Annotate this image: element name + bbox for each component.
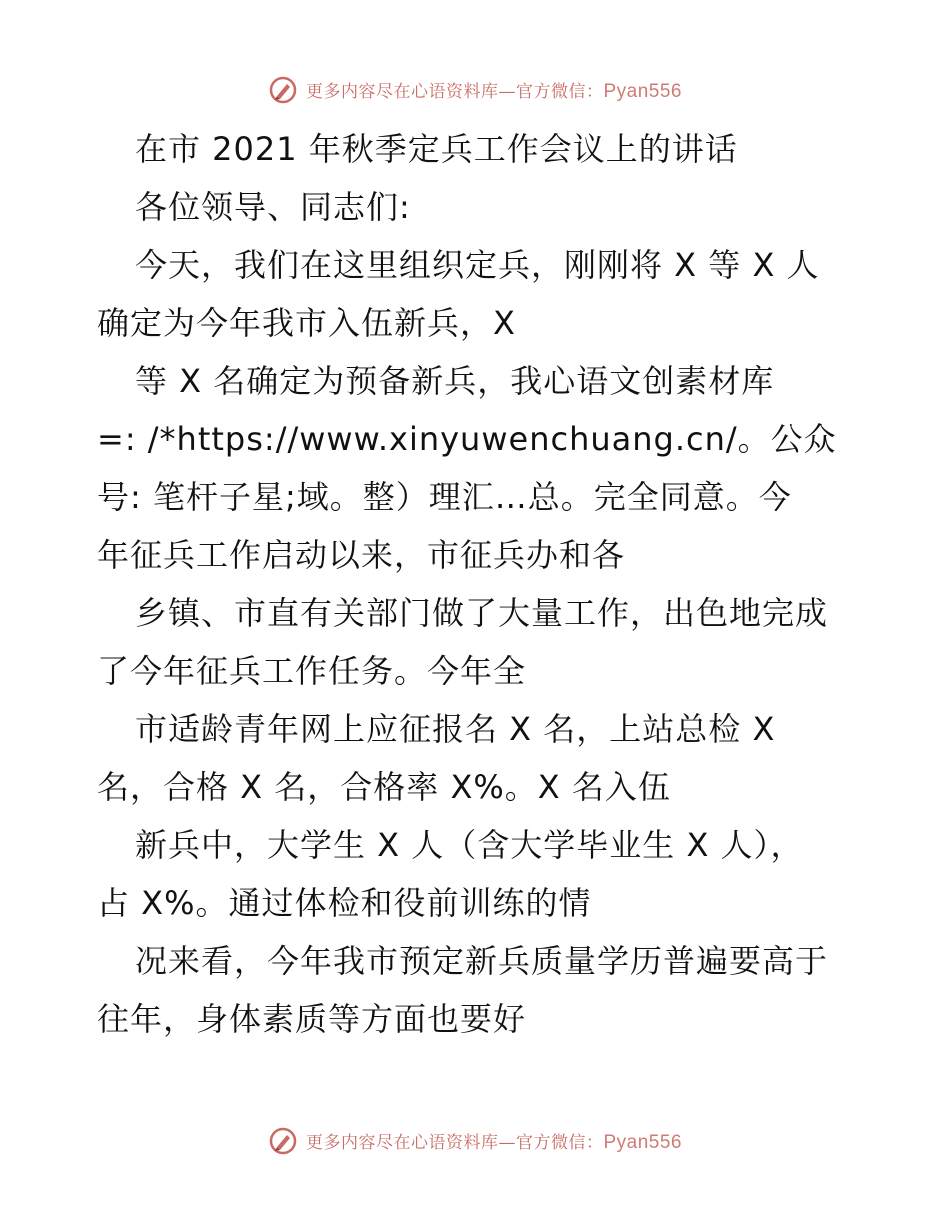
doc-salutation: 各位领导、同志们:	[135, 188, 411, 226]
header-watermark	[0, 74, 950, 106]
footer-wechat-id: Pyan556	[603, 1132, 682, 1153]
pen-logo-icon	[268, 75, 298, 105]
header-wechat-label: 官方微信：	[515, 82, 604, 102]
footer-watermark	[0, 1125, 950, 1157]
document-body	[97, 120, 857, 1048]
header-banner-text	[306, 77, 682, 103]
doc-line: 市适龄青年网上应征报名 X 名，上站总检 X	[135, 710, 776, 748]
header-separator: —	[498, 82, 516, 102]
doc-line: 占 X%。通过体检和役前训练的情	[97, 884, 592, 922]
footer-banner-text	[306, 1128, 682, 1154]
doc-line: 了今年征兵工作任务。今年全	[97, 652, 527, 690]
doc-line: =: /*https://www.xinyuwenchuang.cn/。公众	[97, 420, 837, 458]
doc-line: 新兵中，大学生 X 人（含大学毕业生 X 人），	[135, 826, 804, 864]
doc-line: 往年，身体素质等方面也要好	[97, 1000, 527, 1038]
footer-separator: —	[498, 1133, 516, 1153]
header-site-text: 更多内容尽在心语资料库	[305, 82, 499, 102]
doc-line: 等 X 名确定为预备新兵，我心语文创素材库	[135, 362, 775, 400]
header-wechat-id: Pyan556	[603, 81, 682, 102]
doc-line: 确定为今年我市入伍新兵，X	[97, 304, 516, 342]
doc-line: 号: 笔杆子星;域。整）理汇…总。完全同意。今	[97, 478, 792, 516]
doc-line: 况来看，今年我市预定新兵质量学历普遍要高于	[135, 942, 829, 980]
doc-line: 年征兵工作启动以来，市征兵办和各	[97, 536, 626, 574]
footer-wechat-label: 官方微信：	[515, 1133, 604, 1153]
footer-site-text: 更多内容尽在心语资料库	[305, 1133, 499, 1153]
doc-line: 乡镇、市直有关部门做了大量工作，出色地完成	[135, 594, 829, 632]
pen-logo-icon	[268, 1126, 298, 1156]
doc-title: 在市 2021 年秋季定兵工作会议上的讲话	[135, 130, 738, 168]
doc-line: 今天，我们在这里组织定兵，刚刚将 X 等 X 人	[135, 246, 820, 284]
doc-line: 名，合格 X 名，合格率 X%。X 名入伍	[97, 768, 671, 806]
